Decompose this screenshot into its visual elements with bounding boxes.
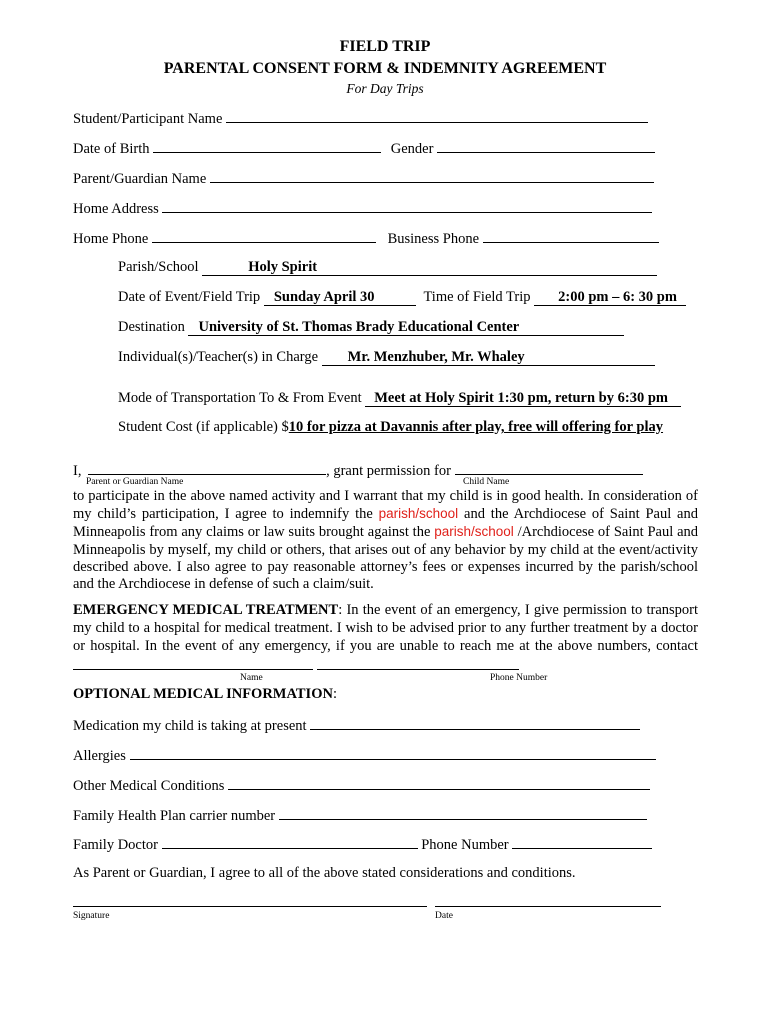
emergency-contact-phone-field[interactable] (317, 655, 519, 670)
gender-label: Gender (390, 141, 434, 157)
health-plan-label: Family Health Plan carrier number (73, 808, 276, 824)
child-name-field[interactable] (455, 460, 643, 475)
in-charge-field[interactable]: Mr. Menzhuber, Mr. Whaley (322, 349, 655, 366)
health-plan-field[interactable] (279, 805, 647, 820)
emergency-contact-name-field[interactable] (73, 655, 313, 670)
parent-name-caption: Parent or Guardian Name (86, 477, 184, 487)
student-name-field[interactable] (226, 108, 648, 123)
transportation-label: Mode of Transportation To & From Event (118, 390, 362, 406)
dob-label: Date of Birth (73, 141, 150, 157)
trip-time-label: Time of Field Trip (423, 289, 531, 305)
phone-row (73, 228, 659, 248)
destination-row (118, 318, 624, 336)
conditions-field[interactable] (228, 775, 650, 790)
parish-label: Parish/School (118, 259, 199, 275)
emergency-name-caption: Name (240, 673, 263, 683)
emergency-heading: EMERGENCY MEDICAL TREATMENT (73, 602, 339, 618)
date-caption: Date (435, 911, 453, 921)
parish-row (118, 258, 657, 276)
destination-field[interactable]: University of St. Thomas Brady Educational Center (188, 319, 624, 336)
allergies-row (73, 745, 656, 765)
home-phone-label: Home Phone (73, 231, 149, 247)
date-line[interactable] (435, 906, 661, 907)
allergies-field[interactable] (130, 745, 656, 760)
conditions-label: Other Medical Conditions (73, 778, 225, 794)
doctor-phone-field[interactable] (512, 834, 652, 849)
agreement-statement: As Parent or Guardian, I agree to all of the above stated considerations and conditions. (73, 865, 576, 881)
doctor-field[interactable] (162, 834, 418, 849)
medical-heading: OPTIONAL MEDICAL INFORMATION: (73, 686, 337, 702)
business-phone-label: Business Phone (387, 231, 480, 247)
form-tagline: For Day Trips (346, 81, 424, 96)
parish-school-highlight: parish/school (378, 506, 459, 522)
student-cost-label: Student Cost (if applicable) $ (118, 419, 289, 435)
home-address-field[interactable] (162, 198, 652, 213)
student-cost-field[interactable]: 10 for pizza at Davannis after play, free will offering for play (288, 419, 664, 435)
event-date-field[interactable]: Sunday April 30 (264, 289, 416, 306)
cost-row (118, 418, 663, 436)
medication-row (73, 715, 640, 735)
permission-middle: , grant permission for (326, 463, 451, 479)
form-subtitle: PARENTAL CONSENT FORM & INDEMNITY AGREEMENT (163, 60, 607, 77)
transportation-field[interactable]: Meet at Holy Spirit 1:30 pm, return by 6:30 pm (365, 390, 681, 407)
business-phone-field[interactable] (483, 228, 659, 243)
permission-prefix: I, (73, 463, 82, 479)
in-charge-row (118, 348, 655, 366)
conditions-row (73, 775, 650, 795)
dob-row (73, 138, 655, 158)
doctor-row (73, 834, 652, 854)
medication-label: Medication my child is taking at present (73, 718, 307, 734)
transportation-row (118, 389, 681, 407)
home-phone-field[interactable] (152, 228, 376, 243)
address-row (73, 198, 652, 218)
emergency-phone-caption: Phone Number (490, 673, 548, 683)
parish-school-highlight-2: parish/school (434, 524, 514, 540)
home-address-label: Home Address (73, 201, 159, 217)
signature-line[interactable] (73, 906, 427, 907)
event-row (118, 288, 686, 306)
destination-label: Destination (118, 319, 185, 335)
medication-field[interactable] (310, 715, 640, 730)
form-title: FIELD TRIP (339, 38, 431, 55)
event-date-label: Date of Event/Field Trip (118, 289, 261, 305)
guardian-row (73, 168, 654, 188)
guardian-name-field[interactable] (210, 168, 654, 183)
student-name-row (73, 108, 648, 128)
student-name-label: Student/Participant Name (73, 111, 223, 127)
dob-field[interactable] (153, 138, 381, 153)
gender-field[interactable] (437, 138, 655, 153)
allergies-label: Allergies (73, 748, 126, 764)
trip-time-field[interactable]: 2:00 pm – 6: 30 pm (534, 289, 686, 306)
child-name-caption: Child Name (463, 477, 510, 487)
doctor-phone-label: Phone Number (421, 837, 509, 853)
guardian-name-label: Parent/Guardian Name (73, 171, 207, 187)
parent-name-field[interactable] (88, 460, 326, 475)
doctor-label: Family Doctor (73, 837, 158, 853)
in-charge-label: Individual(s)/Teacher(s) in Charge (118, 349, 319, 365)
signature-caption: Signature (73, 911, 110, 921)
emergency-paragraph: EMERGENCY MEDICAL TREATMENT: In the event of an emergency, I give permission to transport my child to a hospital for medical treatment. I wish to be advised prior to any further treatment by a doctor or hospital. In the event of any emergency, if you are unable to reach me at the above numbers, contact (73, 602, 698, 676)
indemnity-paragraph: to participate in the above named activity and I warrant that my child is in good health. In consideration of my child’s participation, I agree to indemnify the parish/school and the Archdiocese of Saint Paul and Minneapolis from any claims or law suits brought against the parish/school /Archdiocese of Saint Paul and Minneapolis by myself, my child or others, that arises out of any behavior by my child at the event/activity described above. I also agree to pay reasonable attorney’s fees or expenses incurred by the parish/school and the Archdiocese in defense of such a claim/suit. (73, 488, 699, 593)
health-plan-row (73, 805, 647, 825)
parish-field[interactable]: Holy Spirit (202, 259, 657, 276)
